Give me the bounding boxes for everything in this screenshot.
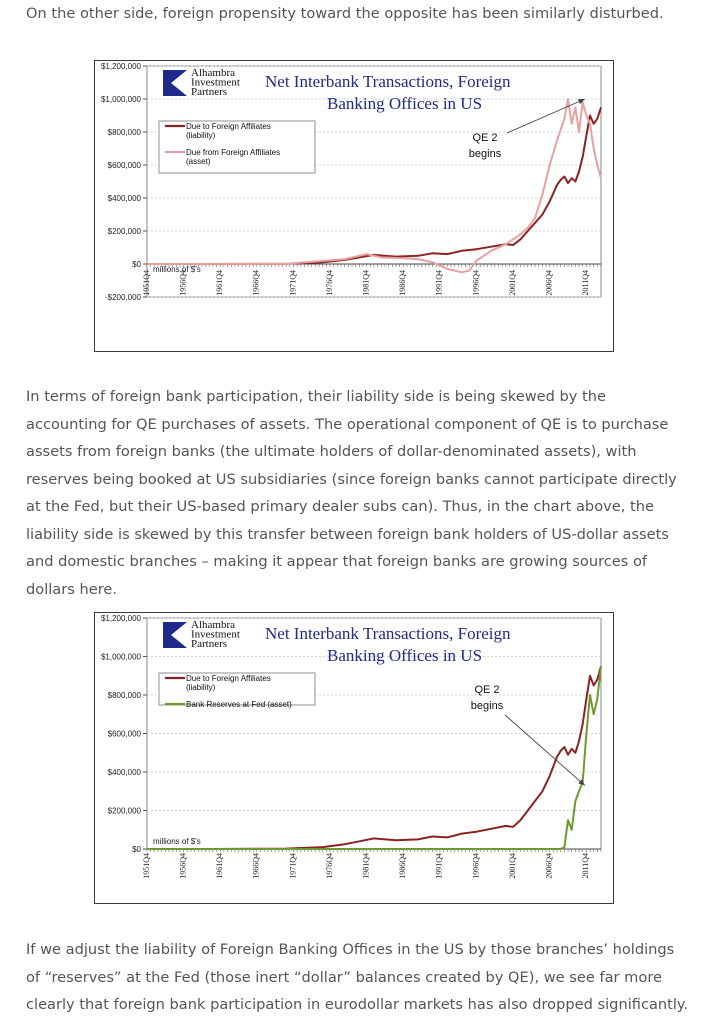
x-tick-label: 1966Q4 (251, 853, 261, 879)
chart-svg (95, 61, 615, 353)
x-tick-label: 2001Q4 (507, 853, 517, 879)
intro-paragraph: On the other side, foreign propensity toward the opposite has been similarly disturbed. (26, 5, 664, 22)
y-tick-label: $800,000 (107, 128, 141, 137)
logo-text: Investment (191, 76, 240, 89)
y-tick-label: $600,000 (107, 729, 141, 739)
y-tick-label: $0 (132, 845, 141, 854)
logo-text: Alhambra (191, 619, 235, 631)
legend-label-2: Bank Reserves at Fed (asset) (186, 700, 292, 709)
y-tick-label: -$200,000 (104, 293, 141, 302)
x-tick-label: 1961Q4 (215, 853, 225, 879)
x-tick-label: 1986Q4 (398, 853, 408, 879)
x-tick-label: 1956Q4 (178, 853, 188, 879)
chart-title-line2: Banking Offices in US (327, 94, 483, 113)
y-tick-label: $800,000 (107, 691, 141, 700)
y-tick-label: $1,000,000 (100, 95, 141, 104)
x-tick-label: 1996Q4 (471, 270, 481, 296)
y-tick-label: $400,000 (107, 768, 141, 777)
x-tick-label: 1971Q4 (288, 853, 298, 879)
chart-title-line1: Net Interbank Transactions, Foreign (265, 624, 511, 643)
x-tick-label: 2006Q4 (544, 853, 554, 879)
x-tick-label: 1951Q4 (141, 270, 151, 296)
logo-text: Partners (191, 638, 228, 650)
legend-label-1: Due to Foreign Affiliates (186, 122, 271, 131)
legend-label-1: Due to Foreign Affiliates (186, 674, 271, 683)
y-tick-label: $200,000 (107, 227, 141, 236)
annotation-line1: QE 2 (474, 684, 500, 696)
units-label: millions of $'s (153, 265, 201, 274)
x-tick-label: 1981Q4 (361, 853, 371, 879)
conclusion-paragraph: If we adjust the liability of Foreign Banking Offices in the US by those branches’ holdings of “reserves” at the Fed (those inert “dollar” balances created by QE), we see far more clearly that foreign bank participation in eurodollar markets has also dropped significantly. (26, 941, 689, 1013)
y-tick-label: $1,200,000 (100, 62, 141, 71)
x-tick-label: 2006Q4 (544, 270, 554, 296)
qe-explanation-paragraph: In terms of foreign bank participation, their liability side is being skewed by the accounting for QE purchases of assets. The operational component of QE is to purchase assets from foreign banks (the ultimate holders of dollar-denominated assets), with reserves being booked at US subsidiaries (since foreign banks cannot participate directly at the Fed, but their US-based primary dealer subs can). Thus, in the chart above, the liability side is skewed by this transfer between foreign bank holders of US-dollar assets and domestic branches – making it appear that foreign banks are growing sources of dollars here. (26, 388, 677, 598)
chart-foreign-affiliates-asset (94, 60, 614, 352)
chart-title-line1: Net Interbank Transactions, Foreign (265, 72, 511, 91)
x-tick-label: 1986Q4 (398, 270, 408, 296)
x-tick-label: 1996Q4 (471, 853, 481, 879)
x-tick-label: 2011Q4 (581, 270, 591, 296)
y-tick-label: $400,000 (107, 194, 141, 203)
x-tick-label: 1991Q4 (434, 270, 444, 296)
legend-label-2: Due from Foreign Affiliates (186, 148, 281, 157)
y-tick-label: $600,000 (107, 161, 141, 170)
x-tick-label: 1976Q4 (324, 853, 334, 879)
legend-label-2: (asset) (186, 157, 211, 166)
x-tick-label: 1976Q4 (324, 270, 334, 296)
x-tick-label: 1956Q4 (178, 270, 188, 296)
chart-svg (95, 613, 615, 905)
legend-label-1: (liability) (186, 131, 216, 140)
y-tick-label: $1,200,000 (100, 614, 141, 623)
x-tick-label: 2011Q4 (581, 853, 591, 879)
y-tick-label: $0 (132, 260, 141, 269)
y-tick-label: $1,000,000 (100, 652, 141, 662)
x-tick-label: 1981Q4 (361, 270, 371, 296)
logo-text: Alhambra (191, 67, 235, 79)
annotation-line1: QE 2 (472, 132, 498, 144)
x-tick-label: 1971Q4 (288, 270, 298, 296)
x-tick-label: 2001Q4 (507, 270, 517, 296)
x-tick-label: 1966Q4 (251, 270, 261, 296)
x-tick-label: 1991Q4 (434, 853, 444, 879)
chart-bank-reserves (94, 612, 614, 904)
y-tick-label: $200,000 (107, 806, 141, 816)
annotation-line2: begins (470, 700, 504, 712)
annotation-line2: begins (468, 148, 502, 160)
units-label: millions of $'s (153, 837, 201, 846)
legend-label-1: (liability) (186, 683, 216, 692)
chart-title-line2: Banking Offices in US (327, 646, 483, 665)
x-tick-label: 1951Q4 (141, 853, 151, 879)
x-tick-label: 1961Q4 (215, 270, 225, 296)
logo-text: Investment (191, 628, 240, 641)
logo-text: Partners (191, 86, 228, 98)
